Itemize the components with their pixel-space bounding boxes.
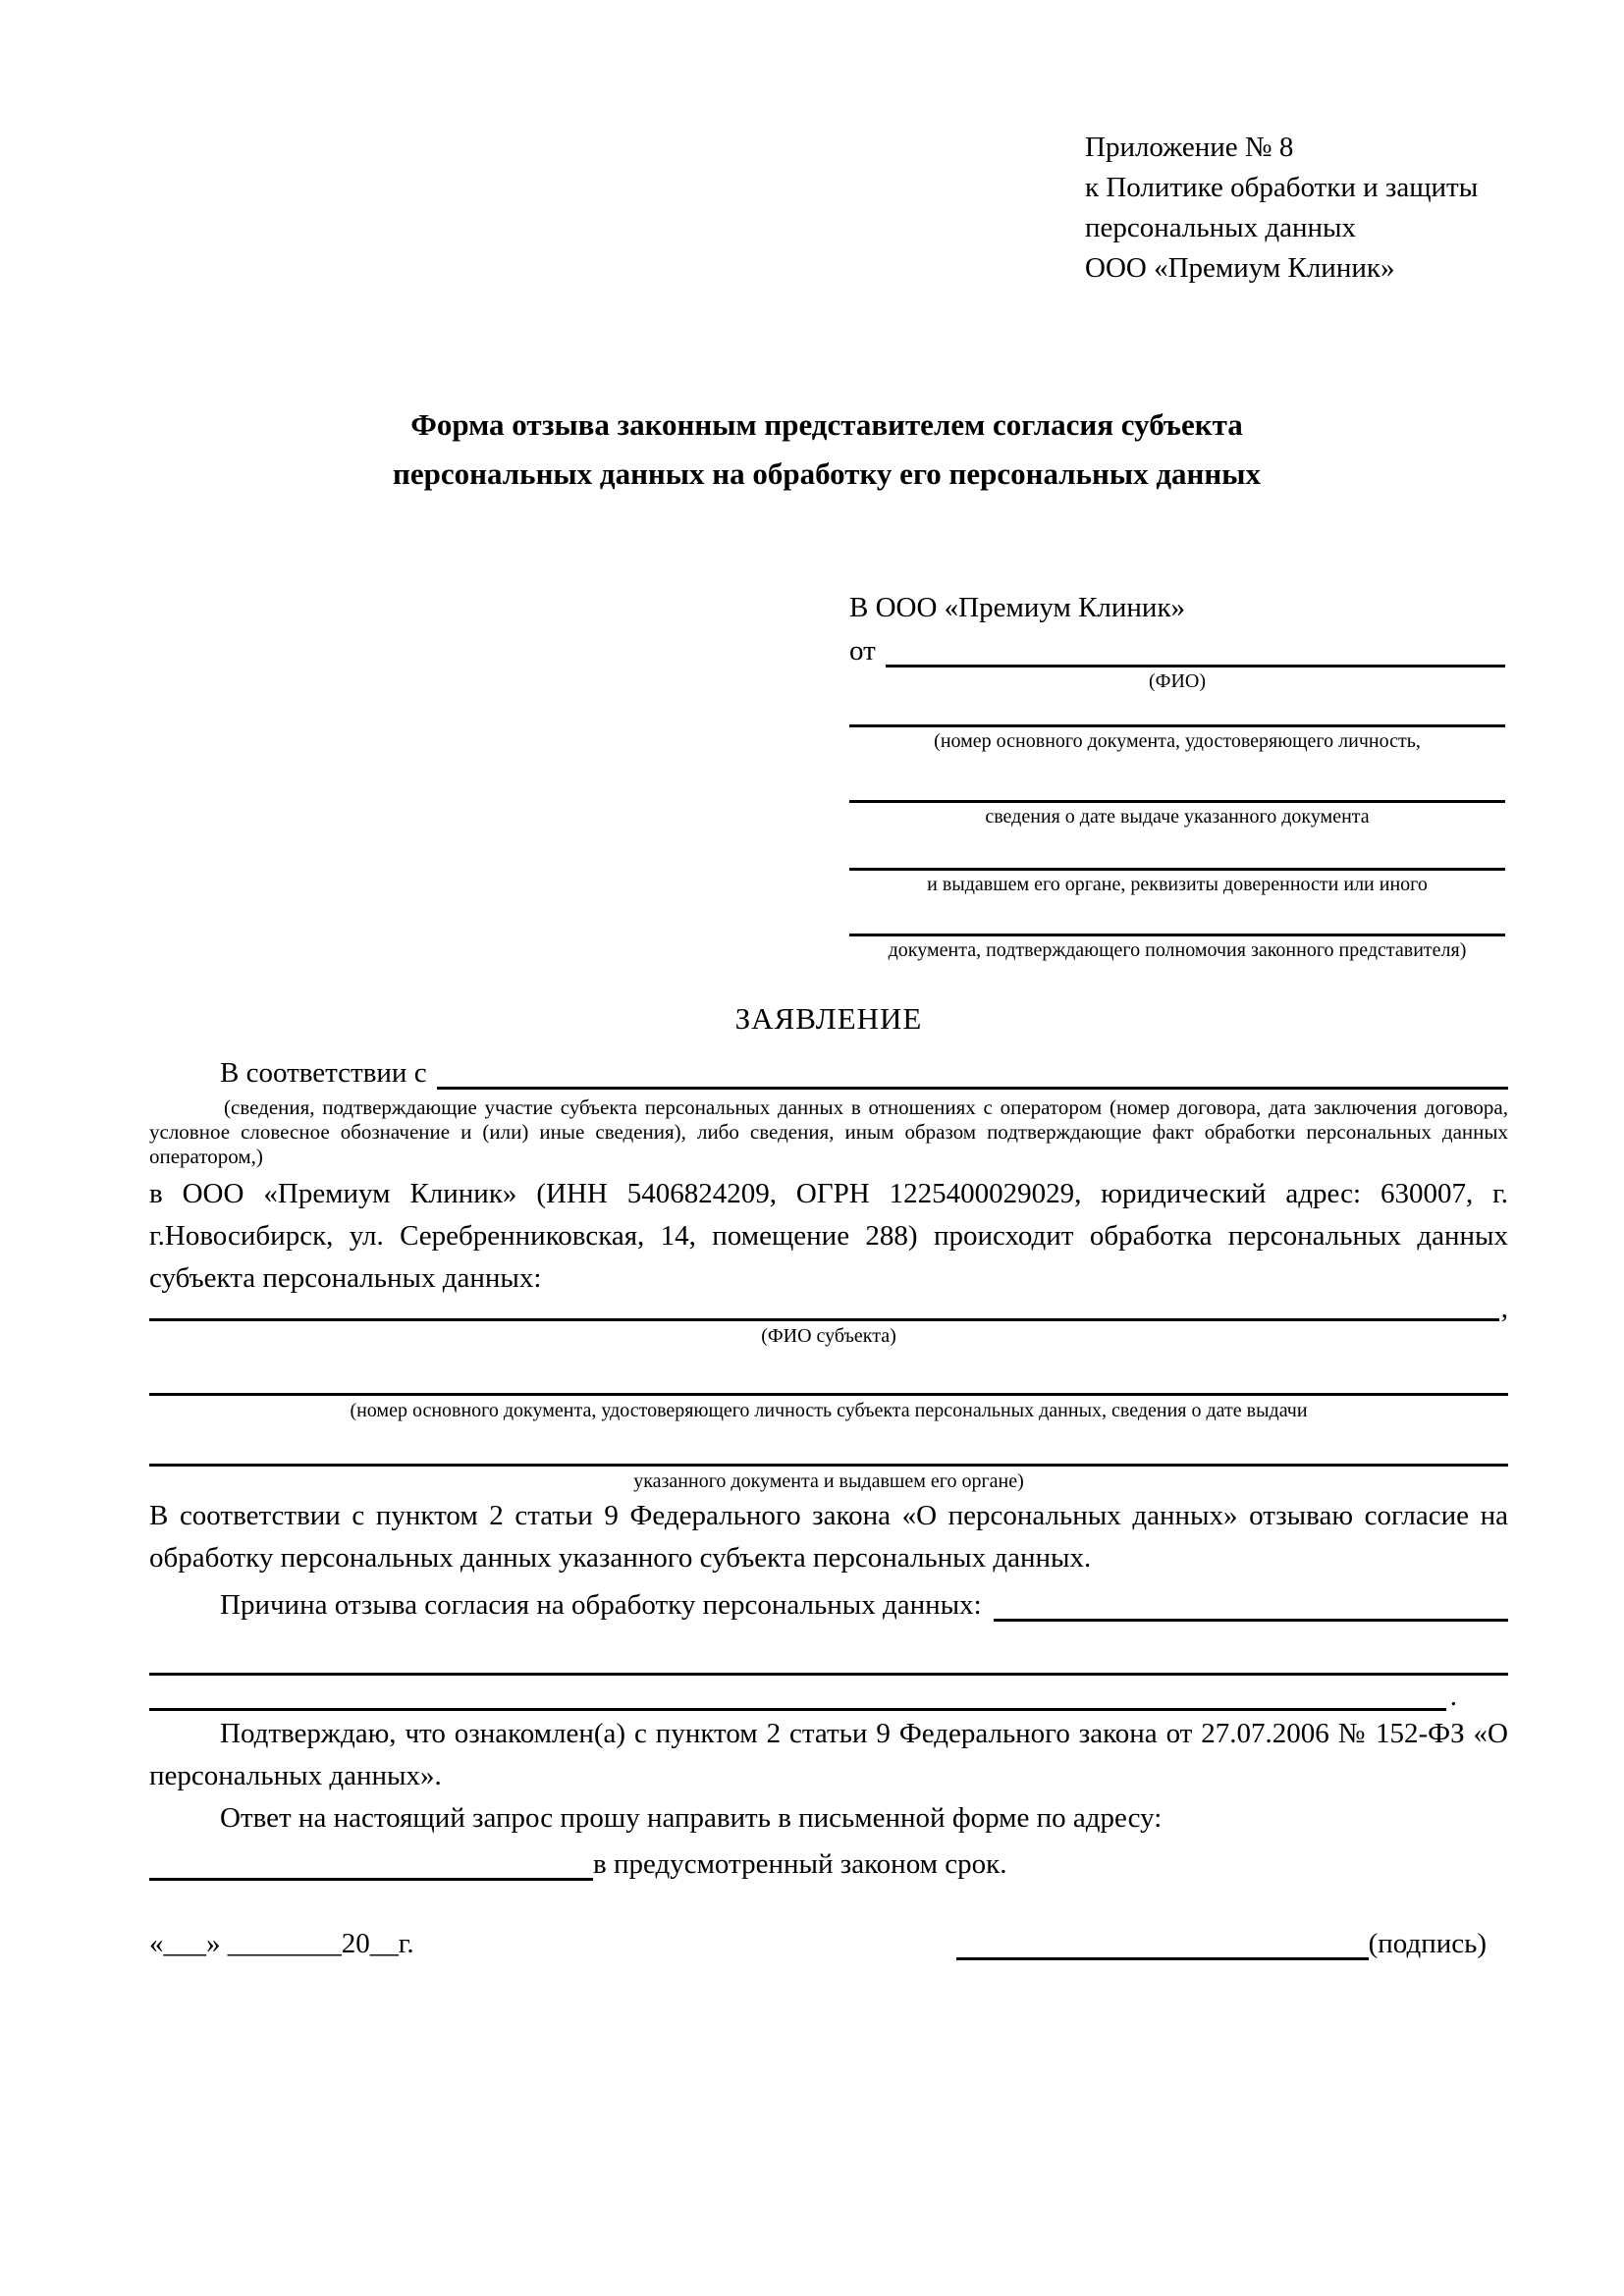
reply-address-row xyxy=(149,1840,1508,1881)
confirmation-paragraph: Подтверждаю, что ознакомлен(а) с пунктом 2 статьи 9 Федерального закона от 27.07.2006 № 152-ФЗ «О персональных данных». xyxy=(149,1718,1508,1791)
reason-blank-suffix: . xyxy=(1449,1681,1457,1712)
representative-doc-issue-date-field xyxy=(849,753,1505,803)
representative-fio-field xyxy=(886,665,1505,667)
fio-caption: (ФИО) xyxy=(1148,670,1206,692)
intro-footnote: (сведения, подтверждающие участие субъекта персональных данных в отношениях с оператором (номер договора, дата заключения договора, условное словесное обозначение и (или) иные сведения), либо сведения, иным образом подтверждающие факт обработки персональных данных оператором,) xyxy=(149,1095,1508,1168)
from-label: от xyxy=(849,635,876,667)
reason-field-inline xyxy=(994,1619,1508,1622)
representative-doc-issuer-field xyxy=(849,828,1505,871)
representative-doc-number-field xyxy=(849,693,1505,727)
subject-doc-caption-1: (номер основного документа, удостоверяющего личность субъекта персональных данных, сведения о дате выдачи xyxy=(350,1400,1308,1421)
signature-group xyxy=(956,1924,1487,1960)
reason-label: Причина отзыва согласия на обработку персональных данных: xyxy=(220,1589,982,1621)
appendix-block xyxy=(1085,128,1478,289)
from-row xyxy=(849,628,1505,667)
reason-row xyxy=(149,1579,1508,1622)
document-title-line-2: персональных данных на обработку его персональных данных xyxy=(393,456,1261,491)
signature-caption: (подпись) xyxy=(1368,1928,1487,1959)
reply-address-field xyxy=(149,1878,593,1881)
representative-doc-caption-4: документа, подтверждающего полномочия законного представителя) xyxy=(888,939,1467,961)
recipient-block xyxy=(849,592,1505,962)
document-title-line-1: Форма отзыва законным представителем согласия субъекта xyxy=(410,407,1243,442)
appendix-line-4: ООО «Премиум Клиник» xyxy=(1085,252,1395,284)
representative-doc-caption-1: (номер основного документа, удостоверяющего личность, xyxy=(934,730,1421,752)
withdrawal-paragraph: В соответствии с пунктом 2 статьи 9 Федерального закона «О персональных данных» отзываю согласие на обработку персональных данных указанного субъекта персональных данных. xyxy=(149,1500,1508,1574)
reason-field-line-1 xyxy=(149,1622,1508,1676)
reason-field-line-2-row xyxy=(149,1676,1508,1711)
subject-fio-row xyxy=(149,1293,1508,1324)
recipient-organization: В ООО «Премиум Клиник» xyxy=(849,592,1186,623)
representative-doc-caption-3: и выдавшем его органе, реквизиты доверенности или иного xyxy=(927,874,1428,895)
operator-paragraph: в ООО «Премиум Клиник» (ИНН 5406824209, ОГРН 1225400029029, юридический адрес: 630007, г. г.Новосибирск, ул. Серебренниковская, 14, помещение 288) происходит обработка персональных данных субъекта персональных данных: xyxy=(149,1178,1508,1294)
intro-basis-field xyxy=(437,1087,1508,1090)
appendix-line-2: к Политике обработки и защиты xyxy=(1085,172,1479,203)
appendix-line-1: Приложение № 8 xyxy=(1085,132,1294,163)
document-title xyxy=(147,400,1506,499)
statement-body xyxy=(149,1001,1508,1881)
representative-authority-doc-field xyxy=(849,896,1505,936)
signature-field xyxy=(956,1924,1369,1960)
appendix-line-3: персональных данных xyxy=(1085,212,1357,243)
subject-doc-caption-2: указанного документа и выдавшем его органе) xyxy=(633,1470,1024,1492)
intro-row xyxy=(149,1048,1508,1090)
reply-paragraph: Ответ на настоящий запрос прошу направить в письменной форме по адресу: xyxy=(220,1802,1163,1834)
representative-doc-caption-2: сведения о дате выдаче указанного документа xyxy=(985,806,1370,828)
subject-fio-field xyxy=(149,1318,1499,1321)
reason-field-line-2 xyxy=(149,1708,1446,1711)
statement-heading: ЗАЯВЛЕНИЕ xyxy=(734,1001,923,1036)
footer-row xyxy=(149,1924,1508,1960)
subject-doc-issuer-field xyxy=(149,1422,1508,1467)
subject-fio-caption: (ФИО субъекта) xyxy=(761,1325,896,1347)
reply-suffix: в предусмотренный законом срок. xyxy=(593,1848,1007,1880)
subject-doc-number-field xyxy=(149,1348,1508,1396)
date-blank: «___» ________20__г. xyxy=(149,1928,414,1959)
intro-label: В соответствии с xyxy=(220,1057,427,1089)
subject-fio-suffix: , xyxy=(1500,1293,1508,1324)
